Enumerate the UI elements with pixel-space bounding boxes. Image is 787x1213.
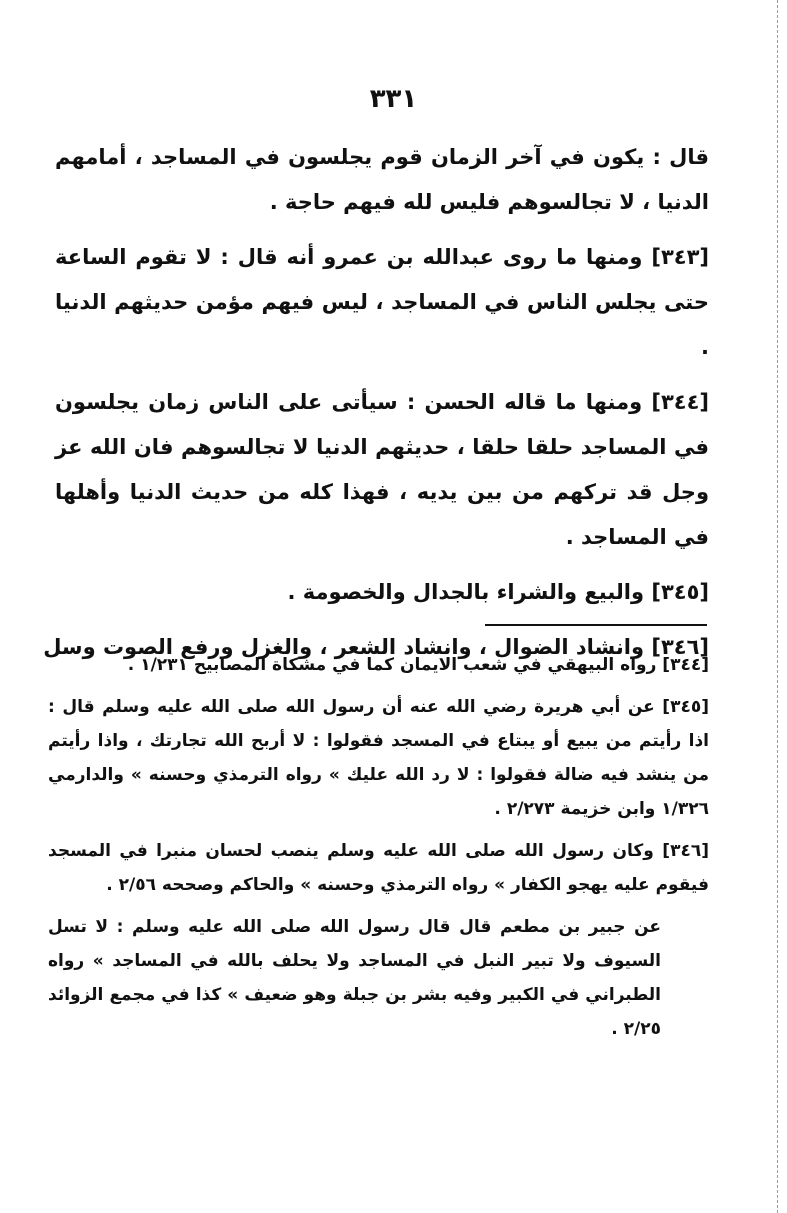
paragraph-345: [٣٤٥] والبيع والشراء بالجدال والخصومة . [287, 580, 709, 604]
paragraph-344: [٣٤٤] ومنها ما قاله الحسن : سيأتى على الناس زمان يجلسون في المساجد حلقا حلقا ، حديثهم الدنيا لا تجالسوهم فان الله عز وجل قد تركهم من بين يديه ، فهذا كله من حديث الدنيا وأهلها في المساجد . [55, 390, 709, 549]
page-edge-line [777, 0, 778, 1213]
main-text [43, 135, 709, 680]
footnotes [48, 648, 709, 1054]
paragraph-346: [٣٤٦] وانشاد الضوال ، وانشاد الشعر ، والغزل ورفع الصوت وسل [43, 635, 709, 659]
footnote-346-continuation: عن جبير بن مطعم قال قال رسول الله صلى الله عليه وسلم : لا تسل السيوف ولا تبير النبل في المساجد ولا يحلف بالله في المساجد » رواه الطبراني في الكبير وفيه بشر بن جبلة وهو ضعيف » كذا في مجمع الزوائد ٢/٢٥ . [48, 917, 661, 1039]
page-number: ٣٣١ [369, 84, 418, 114]
footnote-346: [٣٤٦] وكان رسول الله صلى الله عليه وسلم ينصب لحسان منبرا في المسجد فيقوم عليه يهجو الكفار » رواه الترمذي وحسنه » والحاكم وصححه ٢/٥٦ . [48, 841, 709, 895]
paragraph-343: [٣٤٣] ومنها ما روى عبدالله بن عمرو أنه قال : لا تقوم الساعة حتى يجلس الناس في المساجد ، ليس فيهم مؤمن حديثهم الدنيا . [55, 245, 709, 359]
footnote-344: [٣٤٤] رواه البيهقي في شعب الايمان كما في مشكاة المصابيح ١/٢٣١ . [127, 655, 709, 675]
footnote-345: [٣٤٥] عن أبي هريرة رضي الله عنه أن رسول الله صلى الله عليه وسلم قال : اذا رأيتم من يبيع أو يبتاع في المسجد فقولوا : لا أربح الله تجارتك ، واذا رأيتم من ينشد فيه ضالة فقولوا : لا رد الله عليك » رواه الترمذي وحسنه » والدارمي ١/٣٢٦ وابن خزيمة ٢/٢٧٣ . [48, 697, 709, 819]
footnote-divider [485, 624, 707, 626]
paragraph-intro-quote: قال : يكون في آخر الزمان قوم يجلسون في المساجد ، أمامهم الدنيا ، لا تجالسوهم فليس لله فيهم حاجة . [55, 145, 709, 214]
